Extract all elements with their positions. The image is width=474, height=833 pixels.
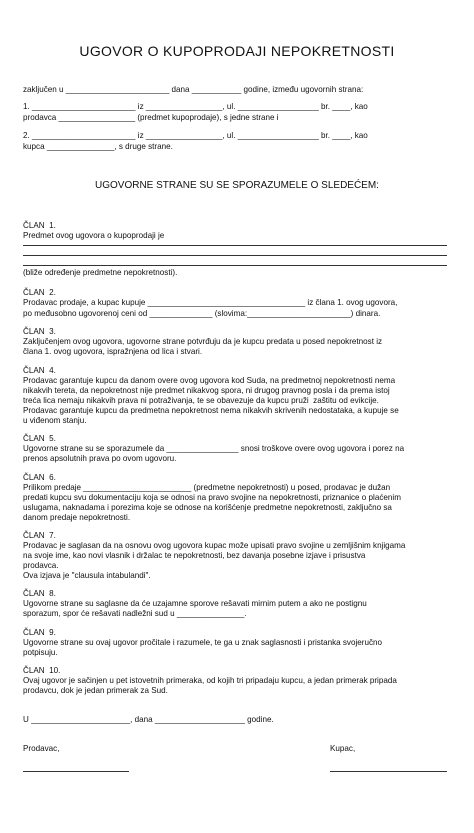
intro-line: 1. _______________________ iz _________________, ul. __________________ br. ____, kao: [23, 102, 368, 111]
clause-text: (bliže određenje predmetne nepokretnosti).: [23, 268, 178, 277]
clause-text: potpisuju.: [23, 648, 58, 657]
clause-text: Prodavac prodaje, a kupac kupuje ___________________________________ iz člana 1. ovog ugovora,: [23, 298, 398, 307]
clause-text: treća lica nemaju nikakvih prava ni potraživanja, te se obavezuje da kupcu pruži zaštitu od evikcije.: [23, 396, 379, 405]
clause-heading: ČLAN 8.: [23, 589, 56, 598]
clause-text: u viđenom stanju.: [23, 416, 87, 425]
clause-text: Ugovorne strane su saglasne da će uzajamne sporove rešavati mirnim putem a ako ne postignu: [23, 599, 367, 608]
clause-text: Prodavac garantuje kupcu da danom overe ovog ugovora kod Suda, na predmetnoj nepokretnosti nema: [23, 376, 396, 385]
seller-signature-line: [23, 771, 129, 772]
clause-heading: ČLAN 7.: [23, 531, 56, 540]
clause-heading: ČLAN 6.: [23, 473, 56, 482]
buyer-label: Kupac,: [330, 744, 356, 753]
clause-text: predati kupcu svu dokumentaciju koja se odnosi na pravo svojine na nepokretnosti, priznanice o plaćenim: [23, 493, 401, 502]
buyer-signature-line: [330, 771, 447, 772]
clause-text: Predmet ovog ugovora o kupoprodaji je: [23, 231, 165, 240]
clause-heading: ČLAN 4.: [23, 366, 56, 375]
clause-text: prodavca.: [23, 561, 59, 570]
blank-line: [23, 265, 447, 266]
intro-line: kupca _______________, s druge strane.: [23, 142, 173, 151]
clause-heading: ČLAN 5.: [23, 434, 56, 443]
intro-line: prodavca _________________ (predmet kupoprodaje), s jedne strane i: [23, 113, 279, 122]
blank-line: [23, 255, 447, 256]
clause-text: nikakvih tereta, da nepokretnost nije predmet nikakvog spora, ni drugog pravnog posla i da prema istoj: [23, 386, 390, 395]
clause-text: člana 1. ovog ugovora, ispražnjena od lica i stvari.: [23, 347, 203, 356]
clause-text: Zaključenjem ovog ugovora, ugovorne strane potvrđuju da je kupcu predata u posed nepokretnost iz: [23, 337, 383, 346]
clause-heading: ČLAN 1.: [23, 221, 56, 230]
clause-text: danom predaje nepokretnosti.: [23, 513, 131, 522]
section-subtitle: UGOVORNE STRANE SU SE SPORAZUMELE O SLEDEĆEM:: [95, 180, 379, 191]
clause-text: Ugovorne strane su se sporazumele da ________________ snosi troškove overe ovog ugovora i porez na: [23, 444, 405, 453]
clause-text: Prilikom predaje ________________________ (predmetne nepokretnosti) u posed, prodavac je dužan: [23, 483, 391, 492]
blank-line: [23, 245, 447, 246]
clause-heading: ČLAN 9.: [23, 628, 56, 637]
clause-heading: ČLAN 2.: [23, 288, 56, 297]
clause-text: Prodavac je saglasan da na osnovu ovog ugovora kupac može upisati pravo svojine u zemljišnim knjigama: [23, 541, 406, 550]
clause-text: prodavcu, dok je jedan primerak za Sud.: [23, 686, 168, 695]
clause-text: sporazum, spor će rešavati nadležni sud u _______________.: [23, 609, 247, 618]
document-title: UGOVOR O KUPOPRODAJI NEPOKRETNOSTI: [79, 43, 395, 59]
clause-text: po međusobno ugovorenoj ceni od ______________ (slovima:_______________________) dinara.: [23, 309, 381, 318]
clause-text: Ovaj ugovor je sačinjen u pet istovetnih primeraka, od kojih tri pripadaju kupcu, a jedan primerak pripada: [23, 676, 397, 685]
clause-text: Ova izjava je "clausula intabulandi".: [23, 571, 151, 580]
closing-line: U ______________________, dana ____________________ godine.: [23, 715, 274, 724]
clause-text: Ugovorne strane su ovaj ugovor pročitale i razumele, te ga u znak saglasnosti i pristanka svojeručno: [23, 638, 383, 647]
clause-text: na svoje ime, kao novi vlasnik i držalac te nepokretnosti, bez davanja posebne izjave i prisustva: [23, 551, 366, 560]
clause-text: Prodavac garantuje kupcu da predmetna nepokretnost nema nikakvih skrivenih nedostataka, a kupuje se: [23, 406, 399, 415]
clause-text: prenos apsolutnih prava po ovom ugovoru.: [23, 454, 177, 463]
intro-line: 2. _______________________ iz _________________, ul. __________________ br. ____, kao: [23, 131, 368, 140]
intro-line: zaključen u _______________________ dana ___________ godine, između ugovornih strana:: [23, 85, 364, 94]
clause-heading: ČLAN 10.: [23, 666, 61, 675]
seller-label: Prodavac,: [23, 744, 60, 753]
clause-text: uslugama, naknadama i porezima koje se odnose na korišćenje predmetne nepokretnosti, zaključno sa: [23, 503, 392, 512]
clause-heading: ČLAN 3.: [23, 327, 56, 336]
